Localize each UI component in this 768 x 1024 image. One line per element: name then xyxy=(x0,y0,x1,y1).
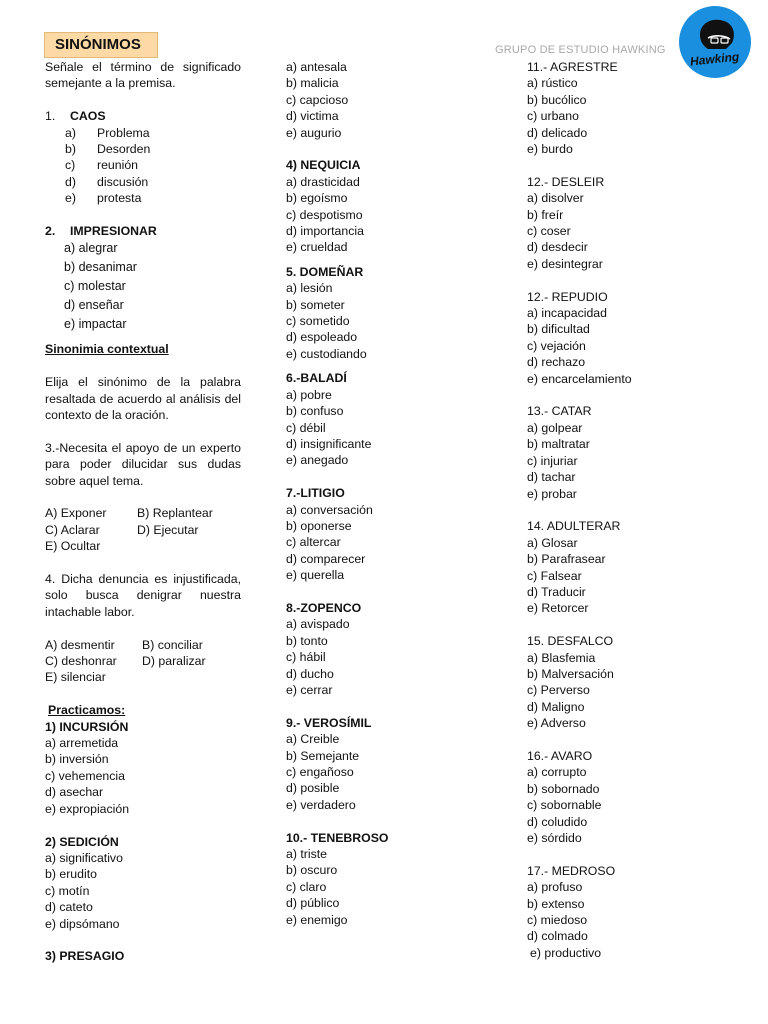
option: d) insignificante xyxy=(286,436,372,451)
option-row: C) Aclarar D) Ejecutar xyxy=(45,522,199,537)
option: b) oponerse xyxy=(286,518,352,533)
option: d) victima xyxy=(286,109,339,124)
question-title: CAOS xyxy=(70,109,106,124)
option: b) malicia xyxy=(286,76,339,91)
practice-14 xyxy=(527,518,727,616)
question-text: 3.-Necesita el apoyo de un experto para poder dilucidar sus dudas sobre aquel tema. xyxy=(45,440,241,488)
option: e) dipsómano xyxy=(45,916,120,931)
option: c) molestar xyxy=(64,279,126,294)
question-title: 15. DESFALCO xyxy=(527,634,614,649)
option: c) vehemencia xyxy=(45,768,125,783)
practice-17 xyxy=(527,863,727,961)
practice-2: 2) SEDICIÓN a) significativo b) erudito c) motín d) cateto e) dipsómano xyxy=(45,834,241,932)
option: c) altercar xyxy=(286,535,341,550)
option: b) egoísmo xyxy=(286,191,348,206)
practice-7 xyxy=(286,485,486,583)
question-title: SEDICIÓN xyxy=(59,834,119,849)
question-2: 2. IMPRESIONAR a) alegrar b) desanimar c) molestar d) enseñar e) impactar xyxy=(45,223,241,333)
question-title: 10.- TENEBROSO xyxy=(286,830,389,845)
option: b) oscuro xyxy=(286,863,338,878)
practice-15 xyxy=(527,633,727,731)
practice-12a xyxy=(527,174,727,272)
option: e) desintegrar xyxy=(527,256,603,271)
question-title: 13.- CATAR xyxy=(527,404,592,419)
option: c) capcioso xyxy=(286,92,349,107)
practice-8 xyxy=(286,600,486,698)
option: a) rústico xyxy=(527,76,578,91)
practice-13 xyxy=(527,403,727,501)
option: e) expropiación xyxy=(45,801,130,816)
option: a) Problema xyxy=(65,125,150,140)
practice-9 xyxy=(286,715,486,813)
option: d) Traducir xyxy=(527,584,586,599)
option: b) bucólico xyxy=(527,92,587,107)
option: c) Perverso xyxy=(527,683,590,698)
option: b) someter xyxy=(286,297,345,312)
option: d) cateto xyxy=(45,900,93,915)
question-title: 6.-BALADÍ xyxy=(286,371,347,386)
option: c) motín xyxy=(45,883,90,898)
option: b) Malversación xyxy=(527,666,614,681)
practice-5 xyxy=(286,264,486,362)
column-3 xyxy=(527,59,727,961)
option: d) rechazo xyxy=(527,355,586,370)
question-3 xyxy=(45,440,241,555)
option: e) querella xyxy=(286,568,345,583)
question-title: 14. ADULTERAR xyxy=(527,519,621,534)
column-2 xyxy=(286,59,486,928)
option: b) Parafrasear xyxy=(527,552,606,567)
option: a) drasticidad xyxy=(286,174,360,189)
option: a) corrupto xyxy=(527,765,587,780)
option: a) lesión xyxy=(286,281,333,296)
practice-12b xyxy=(527,289,727,387)
option: a) arremetida xyxy=(45,736,119,751)
logo-text: Hawking xyxy=(689,49,740,69)
option: e) probar xyxy=(527,486,577,501)
question-title: 11.- AGRESTRE xyxy=(527,60,618,74)
option: c) hábil xyxy=(286,650,326,665)
option: c) injuriar xyxy=(527,453,578,468)
option: d) colmado xyxy=(527,929,588,944)
option: d) asechar xyxy=(45,785,104,800)
option: e) cerrar xyxy=(286,682,333,697)
option-row: A) desmentir B) conciliar xyxy=(45,637,203,652)
section-title: Sinonimia contextual xyxy=(45,342,169,357)
option: c) miedoso xyxy=(527,913,588,928)
context-instruction: Elija el sinónimo de la palabra resaltada de acuerdo al análisis del contexto de la oración. xyxy=(45,375,241,423)
option: a) Creible xyxy=(286,732,340,747)
practice-10 xyxy=(286,830,486,928)
option: d) coludido xyxy=(527,814,588,829)
option: c) sometido xyxy=(286,314,350,329)
option: a) Blasfemia xyxy=(527,650,596,665)
question-title: 5. DOMEÑAR xyxy=(286,264,364,279)
option: a) profuso xyxy=(527,880,583,895)
option-row: E) Ocultar xyxy=(45,539,101,554)
option: d) Maligno xyxy=(527,699,585,714)
option: d) tachar xyxy=(527,470,576,485)
question-title: 8.-ZOPENCO xyxy=(286,600,362,615)
option-row: E) silenciar xyxy=(45,670,106,685)
practice-11 xyxy=(527,59,727,157)
option: c) débil xyxy=(286,420,326,435)
question-title: 9.- VEROSÍMIL xyxy=(286,715,372,730)
option: a) alegrar xyxy=(64,241,118,256)
option: a) Glosar xyxy=(527,535,578,550)
option: d) público xyxy=(286,896,340,911)
option: b) inversión xyxy=(45,752,109,767)
option-row: A) Exponer B) Replantear xyxy=(45,506,213,521)
option: c) sobornable xyxy=(527,798,602,813)
option: d) discusión xyxy=(65,174,149,189)
question-title: 12.- DESLEIR xyxy=(527,174,605,189)
option: e) sórdido xyxy=(527,831,582,845)
option: b) Desorden xyxy=(65,142,151,157)
option: a) triste xyxy=(286,847,327,862)
column-1 xyxy=(45,59,241,965)
option: d) posible xyxy=(286,781,340,796)
option: e) crueldad xyxy=(286,240,348,255)
option: e) productivo xyxy=(530,945,602,960)
option: b) dificultad xyxy=(527,322,590,337)
option: d) espoleado xyxy=(286,330,358,345)
practice-3-options xyxy=(286,59,486,141)
option: e) Retorcer xyxy=(527,601,589,616)
option: b) erudito xyxy=(45,867,97,882)
option: b) freír xyxy=(527,207,564,222)
option: b) sobornado xyxy=(527,781,600,796)
option: c) engañoso xyxy=(286,765,354,779)
option: d) delicado xyxy=(527,125,588,140)
option: e) encarcelamiento xyxy=(527,371,632,386)
option: d) enseñar xyxy=(64,297,124,312)
option: d) ducho xyxy=(286,666,334,681)
option: e) impactar xyxy=(64,316,127,331)
question-title: 7.-LITIGIO xyxy=(286,486,345,501)
option: e) augurio xyxy=(286,125,342,140)
option: b) Semejante xyxy=(286,748,360,763)
option: e) anegado xyxy=(286,453,349,468)
question-text: 4. Dicha denuncia es injustificada, solo busca denigrar nuestra intachable labor. xyxy=(45,572,241,619)
option: a) disolver xyxy=(527,191,584,206)
option: e) enemigo xyxy=(286,912,348,927)
practice-1: 1) INCURSIÓN a) arremetida b) inversión c) vehemencia d) asechar e) expropiación xyxy=(45,719,241,817)
option: e) custodiando xyxy=(286,346,367,361)
question-title: 16.- AVARO xyxy=(527,748,593,763)
option: b) desanimar xyxy=(64,260,137,275)
question-1: 1. CAOS a) Problema b) Desorden c) reunión d) discusión e) protesta xyxy=(45,108,241,206)
option-row: C) deshonrar D) paralizar xyxy=(45,654,206,669)
practice-3-title: 3) PRESAGIO xyxy=(45,949,125,964)
option: e) protesta xyxy=(65,191,142,206)
option: b) extenso xyxy=(527,896,585,911)
brand-name: GRUPO DE ESTUDIO HAWKING xyxy=(495,44,666,56)
instruction: Señale el término de significado semejante a la premisa. xyxy=(45,60,241,91)
option: d) desdecir xyxy=(527,240,588,255)
option: c) claro xyxy=(286,879,327,894)
option: d) importancia xyxy=(286,224,364,239)
question-4 xyxy=(45,571,241,686)
option: b) confuso xyxy=(286,404,344,419)
option: e) verdadero xyxy=(286,797,356,812)
option: a) antesala xyxy=(286,60,347,74)
question-title: NEQUICIA xyxy=(300,158,361,173)
option: d) comparecer xyxy=(286,551,366,566)
section-title: Practicamos: xyxy=(48,703,126,718)
question-title: IMPRESIONAR xyxy=(70,224,157,239)
practice-4: 4) NEQUICIA a) drasticidad b) egoísmo c) despotismo d) importancia e) crueldad xyxy=(286,157,486,255)
option: c) coser xyxy=(527,224,571,239)
question-title: 17.- MEDROSO xyxy=(527,863,616,878)
option: a) avispado xyxy=(286,617,350,632)
question-title: INCURSIÓN xyxy=(59,719,129,734)
practice-6 xyxy=(286,370,486,468)
option: a) significativo xyxy=(45,850,123,865)
option: e) Adverso xyxy=(527,716,586,731)
option: b) tonto xyxy=(286,633,328,648)
option: c) Falsear xyxy=(527,568,582,583)
option: b) maltratar xyxy=(527,437,590,452)
practice-16 xyxy=(527,748,727,846)
question-title: 12.- REPUDIO xyxy=(527,289,608,304)
option: c) despotismo xyxy=(286,207,363,222)
option: a) pobre xyxy=(286,387,332,402)
document-title: SINÓNIMOS xyxy=(44,32,158,58)
option: e) burdo xyxy=(527,142,573,157)
option: c) vejación xyxy=(527,338,586,353)
option: a) conversación xyxy=(286,502,373,517)
option: a) incapacidad xyxy=(527,306,607,321)
option: c) reunión xyxy=(65,158,139,173)
option: c) urbano xyxy=(527,109,579,124)
option: a) golpear xyxy=(527,420,583,435)
